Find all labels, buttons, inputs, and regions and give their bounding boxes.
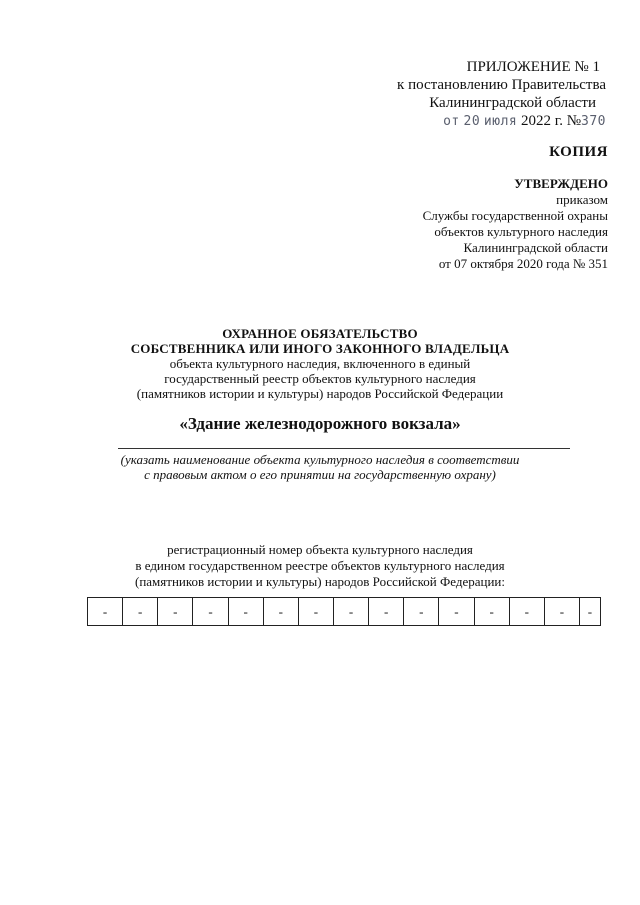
appendix-region: Калининградской области (429, 95, 596, 111)
approved-line: приказом (556, 192, 608, 207)
title-line-4: государственный реестр объектов культурного наследия (164, 371, 476, 386)
registration-cell: - (123, 598, 158, 625)
hint-line-2: с правовым актом о его принятии на государственную охрану) (144, 467, 496, 482)
approved-heading: УТВЕРЖДЕНО (514, 176, 608, 191)
approved-line: Калининградской области (463, 240, 608, 255)
registration-cell: - (545, 598, 580, 625)
copy-mark: КОПИЯ (549, 144, 608, 160)
registration-line-3: (памятников истории и культуры) народов Российской Федерации: (135, 574, 505, 589)
date-prefix: от (443, 114, 460, 129)
registration-cell: - (510, 598, 545, 625)
registration-cell: - (334, 598, 369, 625)
approved-block (423, 176, 608, 272)
registration-cell: - (88, 598, 123, 625)
title-line-1: ОХРАННОЕ ОБЯЗАТЕЛЬСТВО (222, 326, 418, 341)
registration-cell: - (404, 598, 439, 625)
hint-line-1: (указать наименование объекта культурного наследия в соответствии (120, 452, 520, 467)
approved-line: объектов культурного наследия (434, 224, 608, 239)
registration-cell: - (475, 598, 510, 625)
date-year: 2022 г. № (520, 113, 582, 129)
registration-cell: - (229, 598, 264, 625)
registration-cell: - (193, 598, 228, 625)
registration-cell: - (369, 598, 404, 625)
registration-cell: - (439, 598, 474, 625)
appendix-header (397, 58, 606, 131)
object-name: «Здание железнодорожного вокзала» (179, 414, 461, 433)
title-line-3: объекта культурного наследия, включенного в единый (169, 356, 471, 371)
date-day: 20 (463, 114, 481, 129)
document-title (0, 326, 640, 401)
object-name-hint (0, 452, 640, 482)
appendix-resolution: к постановлению Правительства (397, 77, 606, 93)
approved-line: от 07 октября 2020 года № 351 (438, 256, 608, 271)
registration-line-1: регистрационный номер объекта культурного наследия (167, 542, 473, 557)
approved-line: Службы государственной охраны (422, 208, 608, 223)
registration-caption (0, 542, 640, 590)
date-month: июля (483, 114, 518, 129)
registration-line-2: в едином государственном реестре объектов культурного наследия (135, 558, 505, 573)
registration-cell: - (299, 598, 334, 625)
registration-cell: - (158, 598, 193, 625)
registration-number-grid (87, 597, 601, 626)
resolution-number: 370 (581, 114, 606, 129)
title-line-2: СОБСТВЕННИКА ИЛИ ИНОГО ЗАКОННОГО ВЛАДЕЛЬЦА (130, 341, 510, 356)
appendix-date-line (397, 112, 606, 131)
registration-cell: - (587, 603, 593, 619)
registration-cell: - (264, 598, 299, 625)
title-line-5: (памятников истории и культуры) народов Российской Федерации (136, 386, 504, 401)
appendix-number: ПРИЛОЖЕНИЕ № 1 (466, 59, 600, 75)
object-name-underline (118, 448, 570, 449)
